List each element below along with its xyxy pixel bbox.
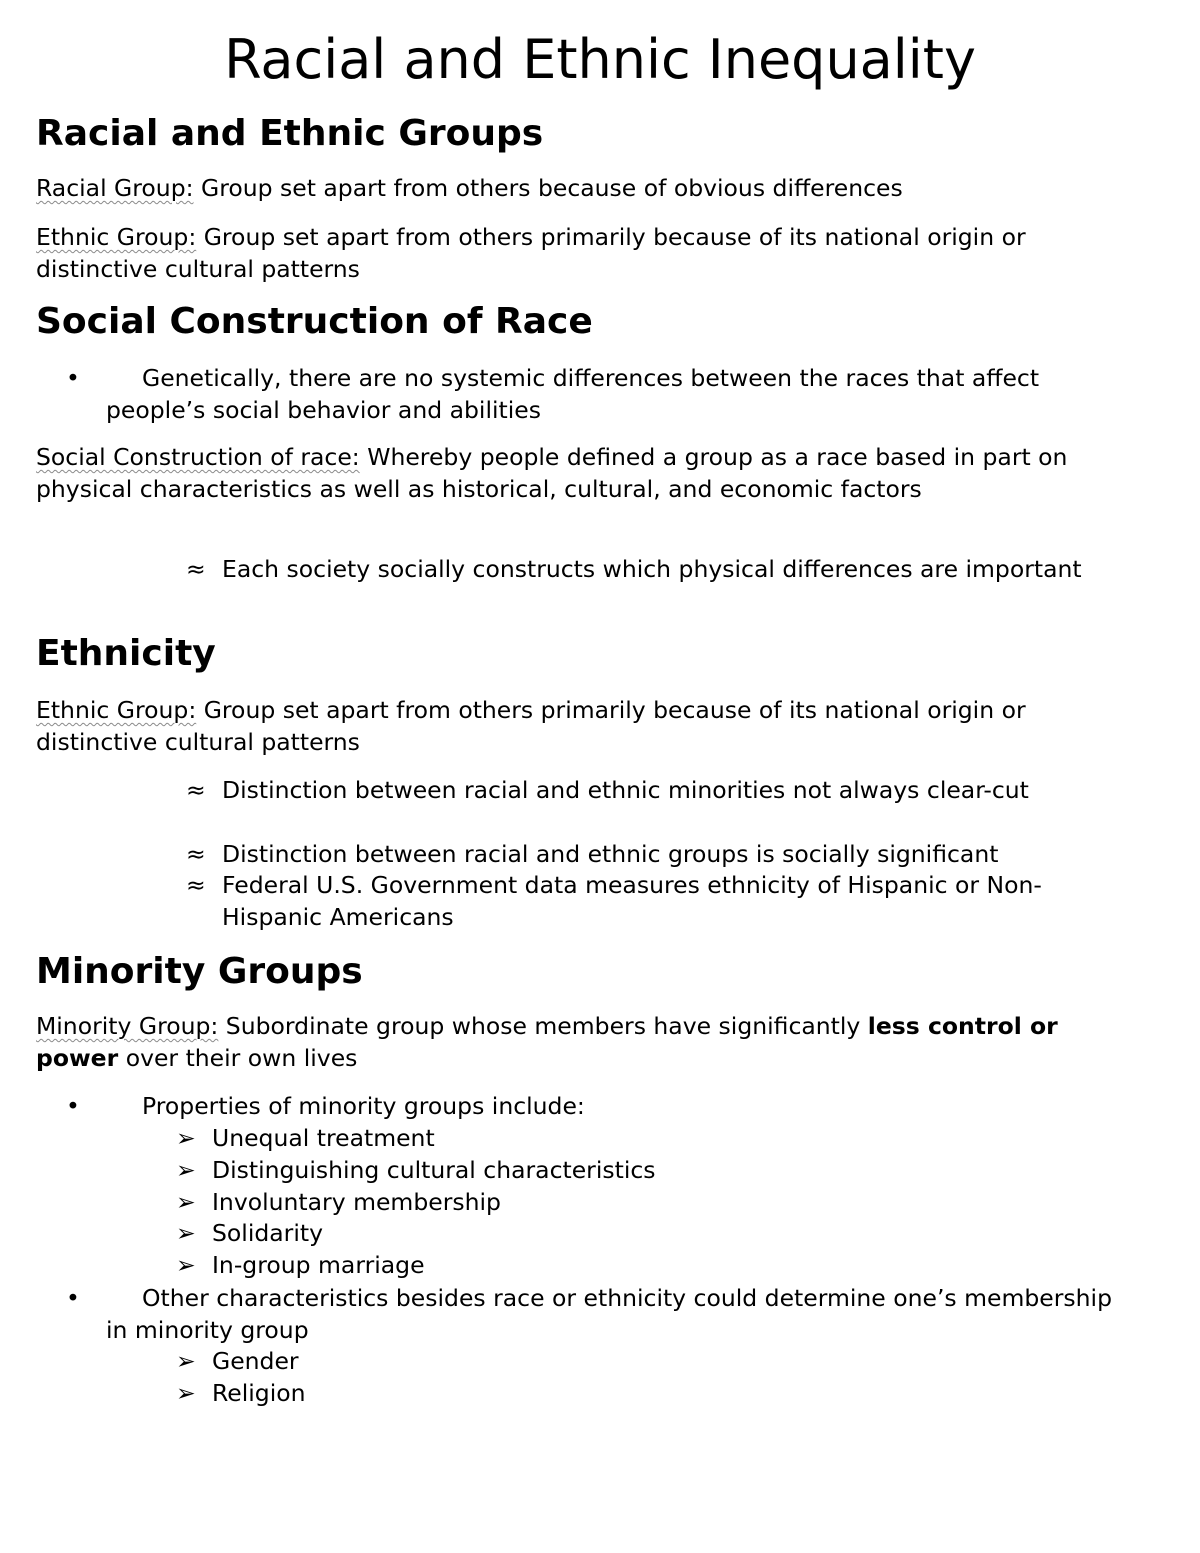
definition-term: Ethnic Group: [36,223,197,251]
sub-item [176,1377,306,1409]
definition-text: over their own lives [118,1044,358,1072]
bullet-text: Properties of minority groups include: [142,1092,585,1120]
sub-item-text: Solidarity [212,1219,323,1247]
arrow-icon: ➢ [176,1347,196,1375]
definition-text: Whereby people defined a group as a race based in part on physical characteristics as well as historical, cultural, and economic factors [36,443,1068,503]
sub-item [176,1154,656,1186]
approx-item [186,774,1056,806]
definition-social-construction [36,441,1166,505]
definition-minority-group [36,1010,1096,1074]
section-heading: Minority Groups [36,951,363,992]
sub-item-text: Involuntary membership [212,1188,501,1216]
bullet-icon: • [66,1092,80,1120]
definition-text: Group set apart from others primarily because of its national origin or distinctive cultural patterns [36,223,1026,283]
arrow-icon: ➢ [176,1251,196,1279]
bullet-icon: • [66,1284,80,1312]
bullet-text: Other characteristics besides race or ethnicity could determine one’s membership in minority group [106,1284,1112,1344]
approx-text: Distinction between racial and ethnic minorities not always clear-cut [222,776,1029,804]
approx-text: Federal U.S. Government data measures ethnicity of Hispanic or Non-Hispanic Americans [222,871,1042,931]
arrow-icon: ➢ [176,1379,196,1407]
definition-ethnic-group [36,694,1096,758]
approx-icon: ≈ [186,555,206,583]
definition-term: Minority Group: [36,1012,219,1040]
approx-item [186,838,1176,870]
approx-icon: ≈ [186,840,206,868]
approx-item [186,869,1126,933]
definition-text: Group set apart from others because of obvious differences [193,174,903,202]
sub-item-text: Religion [212,1379,306,1407]
section-heading: Racial and Ethnic Groups [36,113,544,154]
sub-item [176,1122,435,1154]
approx-text: Distinction between racial and ethnic groups is socially significant [222,840,999,868]
sub-item [176,1186,501,1218]
document-title: Racial and Ethnic Inequality [224,28,976,91]
sub-item-text: Distinguishing cultural characteristics [212,1156,656,1184]
approx-text: Each society socially constructs which physical differences are important [222,555,1082,583]
definition-racial-group [36,172,1166,204]
sub-item [176,1249,425,1281]
bullet-icon: • [66,364,80,392]
definition-ethnic-group [36,221,1096,285]
bullet-text: Genetically, there are no systemic differences between the races that affect people’s social behavior and abilities [106,364,1040,424]
bullet-item [66,362,1136,426]
sub-item [176,1217,323,1249]
approx-icon: ≈ [186,871,206,899]
arrow-icon: ➢ [176,1219,196,1247]
sub-item-text: Gender [212,1347,299,1375]
bullet-item [66,1090,1136,1122]
approx-icon: ≈ [186,776,206,804]
sub-item [176,1345,299,1377]
definition-emphasis: less control or power [36,1012,1058,1072]
definition-term: Ethnic Group: [36,696,197,724]
definition-text: Group set apart from others primarily because of its national origin or distinctive cultural patterns [36,696,1026,756]
definition-term: Social Construction of race: [36,443,360,471]
definition-text: Subordinate group whose members have significantly [218,1012,868,1040]
approx-item [186,553,1106,585]
arrow-icon: ➢ [176,1188,196,1216]
arrow-icon: ➢ [176,1156,196,1184]
bullet-item [66,1282,1136,1346]
section-heading: Ethnicity [36,633,216,674]
sub-item-text: Unequal treatment [212,1124,435,1152]
arrow-icon: ➢ [176,1124,196,1152]
definition-term: Racial Group: [36,174,194,202]
section-heading: Social Construction of Race [36,301,593,342]
sub-item-text: In-group marriage [212,1251,425,1279]
